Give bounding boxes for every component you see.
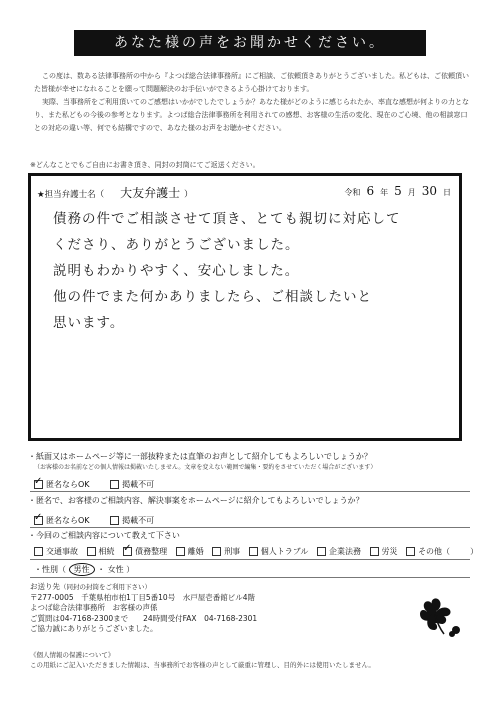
case-type-checkbox[interactable]	[87, 547, 96, 556]
privacy-text: この用紙にご記入いただきました情報は、当事務所でお客様の声として厳重に管理し、目的外には使用いたしません。	[30, 661, 375, 669]
case-type-checkbox[interactable]	[176, 547, 185, 556]
publish-consent-options	[34, 479, 172, 491]
handwritten-message	[53, 206, 453, 336]
question-publish-consent: ・紙面又はホームページ等に一部抜粋または直筆のお声として紹介してもよろしいでしょうか？	[28, 452, 372, 461]
case-type-option[interactable]	[176, 546, 204, 557]
gender-close: ）	[126, 565, 135, 574]
date-month: 5	[394, 184, 402, 198]
question-case-consent: ・匿名で、お客様のご相談内容、解決事案をホームページに紹介してもよろしいでしょうか？	[28, 496, 364, 505]
lawyer-label-close: ）	[184, 190, 193, 200]
case-consent-options	[34, 515, 172, 527]
date-year-unit: 年	[380, 188, 389, 197]
publish-refuse-option[interactable]	[110, 479, 154, 490]
address-phone: ご質問は04-7168-2300まで 24時間受付FAX 04-7168-2301	[30, 613, 258, 623]
case-type-label: 債務整理	[135, 547, 168, 556]
date-year: 6	[366, 184, 375, 198]
case-type-checkbox[interactable]	[370, 547, 379, 556]
instructions-note: ※どんなことでもご自由にお書き頂き、同封の封筒にてご返送ください。	[30, 161, 260, 169]
intro-paragraph-1: この度は、数ある法律事務所の中から『よつば総合法律事務所』にご相談、ご依頼頂きありがとうございました。私どもは、ご依頼頂いた皆様が幸せになれることを願って問題解決のお手伝いができるよう心掛けております。	[34, 72, 469, 93]
case-type-label: その他（	[418, 547, 451, 556]
address-title-note: （同封の封筒をご利用下さい）	[60, 583, 151, 591]
address-title: お送り先	[30, 582, 60, 591]
gender-male-option[interactable]: 男性	[69, 563, 95, 576]
case-type-label: 相続	[98, 547, 115, 556]
case-type-label: 個人トラブル	[260, 547, 309, 556]
case-type-checkbox[interactable]	[249, 547, 258, 556]
case-type-option[interactable]	[317, 546, 361, 557]
publish-anonymous-label: 匿名ならOK	[46, 480, 90, 489]
case-type-checkbox[interactable]	[34, 547, 43, 556]
divider	[30, 577, 470, 578]
message-line: 思います。	[53, 315, 125, 331]
date-day-unit: 日	[443, 188, 451, 197]
case-refuse-label: 掲載不可	[122, 516, 155, 525]
message-line: 債務の件でご相談させて頂き、とても親切に対応して	[53, 211, 401, 227]
lawyer-name: 大友弁護士	[120, 186, 181, 200]
intro-paragraph-2: 実際、当事務所をご利用頂いてのご感想はいかがでしたでしょうか？あなた様がどのように感じられたか、率直な感想が何よりの力となり、また私どもの今後の参考となります。よつば総合法律事務所を利用されての感想、お客様の生活の変化、現在のご心境、他の相談窓口との対応の違い等、何でも結構ですので、あなた様のお声をお聴かせください。	[34, 98, 469, 132]
address-postal: 〒277-0005 千葉県柏市柏1丁目5番10号 水戸屋壱番館ビル4階	[30, 592, 255, 602]
case-type-option[interactable]	[34, 546, 78, 557]
case-type-option[interactable]	[87, 546, 115, 557]
gender-label: ・性別（	[34, 565, 66, 574]
case-refuse-checkbox[interactable]	[110, 516, 119, 525]
divider	[30, 559, 470, 560]
address-office: よつば総合法律事務所 お客様の声係	[30, 603, 158, 612]
case-type-checkbox[interactable]	[123, 547, 132, 556]
clover-logo-icon	[414, 590, 464, 640]
case-type-label: 刑事	[224, 547, 241, 556]
question-case-type: ・今回のご相談内容について教えて下さい	[28, 531, 180, 540]
case-type-options	[34, 546, 484, 558]
case-anonymous-label: 匿名ならOK	[46, 516, 90, 525]
publish-anonymous-checkbox[interactable]	[34, 480, 43, 489]
divider	[30, 491, 470, 492]
gender-field	[34, 563, 134, 576]
case-type-checkbox[interactable]	[317, 547, 326, 556]
message-line: 説明もわかりやすく、安心しました。	[53, 263, 300, 279]
case-type-label: 交通事故	[46, 547, 78, 556]
message-line: くださり、ありがとうございました。	[53, 237, 300, 253]
lawyer-label: ★担当弁護士名（	[37, 190, 105, 200]
case-anonymous-option[interactable]	[34, 515, 90, 526]
case-type-option[interactable]	[370, 546, 398, 557]
mailing-address	[30, 582, 257, 635]
case-type-other-close: ）	[470, 547, 479, 556]
date-day: 30	[421, 184, 437, 198]
case-type-label: 労災	[381, 547, 398, 556]
case-anonymous-checkbox[interactable]	[34, 516, 43, 525]
case-type-checkbox[interactable]	[212, 547, 221, 556]
divider	[30, 527, 470, 528]
publish-anonymous-option[interactable]	[34, 479, 90, 490]
message-box[interactable]	[28, 173, 462, 441]
case-type-label: 離婚	[187, 547, 204, 556]
message-line: 他の件でまた何かありましたら、ご相談したいと	[53, 289, 372, 305]
privacy-notice	[30, 650, 375, 670]
case-type-option[interactable]	[249, 546, 309, 557]
case-type-option[interactable]	[212, 546, 240, 557]
gender-dot: ・	[97, 565, 106, 574]
case-type-label: 企業法務	[328, 547, 361, 556]
date-era: 令和	[344, 188, 361, 197]
lawyer-field	[37, 184, 193, 201]
intro-text	[34, 70, 474, 135]
case-type-option[interactable]	[406, 546, 478, 557]
question-publish-consent-note: （お客様のお名前などの個人情報は掲載いたしません。文章を変えない範囲で編集・要約をさせていただく場合がございます）	[34, 464, 377, 471]
address-thanks: ご協力誠にありがとうございました。	[30, 624, 158, 633]
publish-refuse-label: 掲載不可	[122, 480, 155, 489]
privacy-title: 《個人情報の保護について》	[30, 651, 115, 659]
page-title-banner: あなた様の声をお聞かせください。	[74, 30, 426, 56]
date-month-unit: 月	[407, 188, 416, 197]
case-type-option[interactable]	[123, 546, 167, 557]
gender-female-option[interactable]: 女性	[107, 565, 124, 574]
case-refuse-option[interactable]	[110, 515, 154, 526]
publish-refuse-checkbox[interactable]	[110, 480, 119, 489]
case-type-checkbox[interactable]	[406, 547, 415, 556]
date-field	[344, 184, 451, 198]
